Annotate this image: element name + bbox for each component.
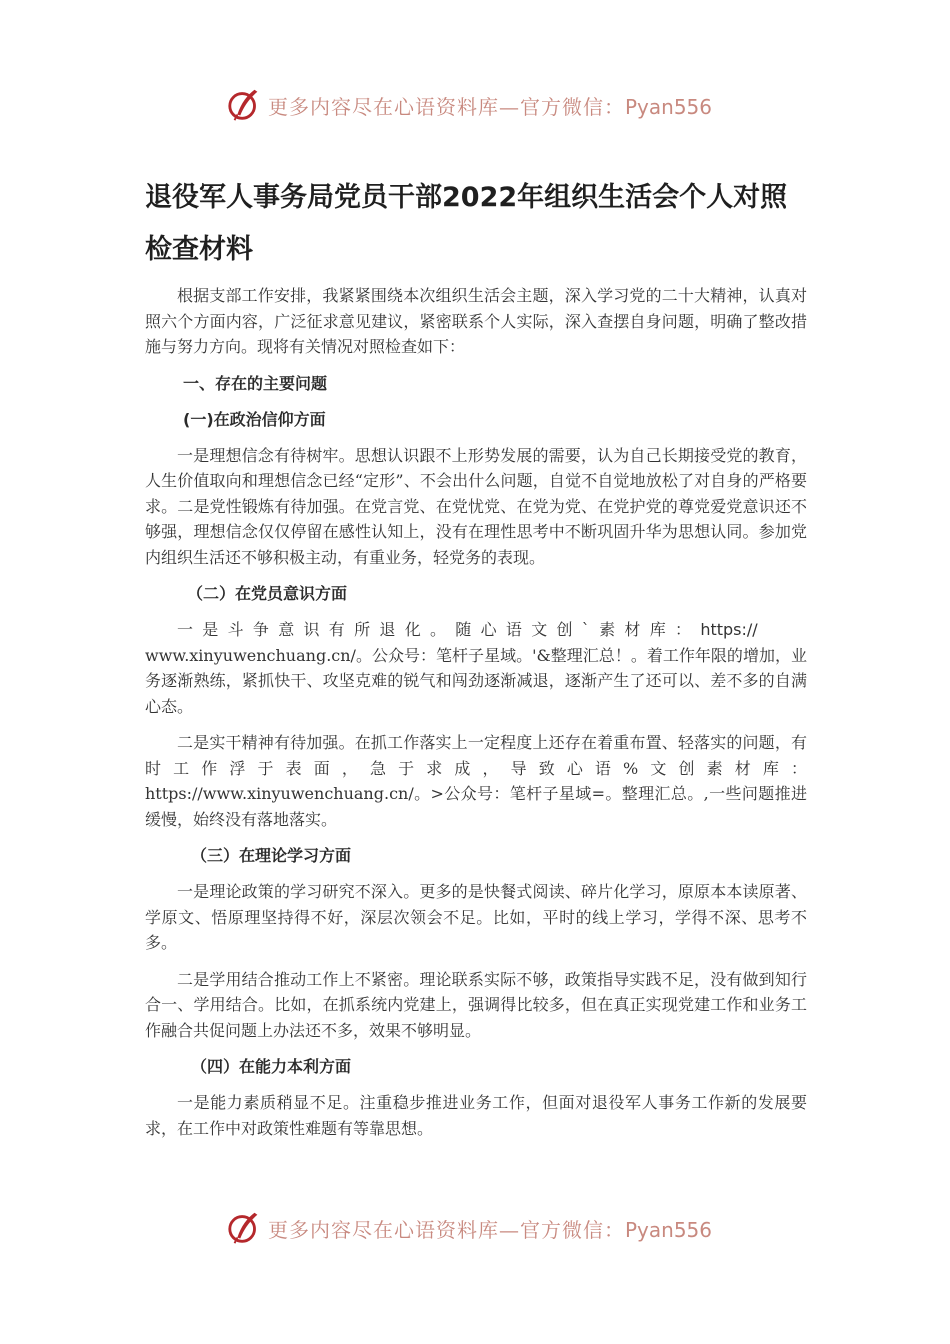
paragraph-theory-depth: 一是理论政策的学习研究不深入。更多的是快餐式阅读、碎片化学习，原原本本读原著、学原文、悟原理坚持得不好，深层次领会不足。比如，平时的线上学习，学得不深、思考不多。 [145, 882, 807, 952]
paragraph-political-belief: 一是理想信念有待树牢。思想认识跟不上形势发展的需要，认为自己长期接受党的教育，人生价值取向和理想信念已经“定形”、不会出什么问题，自觉不自觉地放松了对自身的严格要求。二是党性锻炼有待加强。在党言党、在党忧党、在党为党、在党护党的尊党爱党意识还不够强，理想信念仅仅停留在感性认知上，没有在理性思考中不断巩固升华为思想认同。参加党内组织生活还不够积极主动，有重业务，轻党务的表现。 [145, 445, 807, 567]
watermark-text: 更多内容尽在心语资料库—官方微信：Pyan556 [268, 1217, 713, 1242]
watermark-banner-top [226, 85, 746, 125]
subheading-party-awareness: （二）在党员意识方面 [187, 584, 348, 603]
subheading-political-belief: (一)在政治信仰方面 [183, 409, 326, 429]
paragraph-struggle-awareness [145, 617, 807, 719]
watermark-text: 更多内容尽在心语资料库—官方微信：Pyan556 [268, 94, 713, 119]
watermark-wechat-id: Pyan556 [625, 1217, 713, 1242]
watermark-wechat-id: Pyan556 [625, 94, 713, 119]
quill-logo-icon [226, 1209, 264, 1247]
subheading-ability: （四）在能力本利方面 [191, 1057, 352, 1076]
subheading-theory-study: （三）在理论学习方面 [191, 846, 352, 865]
paragraph-struggle-awareness-rest: www.xinyuwenchuang.cn/。公众号：笔杆子星域。'&整理汇总！。着工作年限的增加，业务逐渐熟练，紧抓快干、攻坚克难的锐气和闯劲逐渐减退，逐渐产生了还可以、差不多的自满心态。 [145, 645, 807, 716]
section-heading-problems: 一、存在的主要问题 [183, 373, 328, 393]
document-body [145, 283, 807, 1152]
paragraph-struggle-awareness-url: https:// [700, 620, 758, 639]
paragraph-practical-spirit: 二是实干精神有待加强。在抓工作落实上一定程度上还存在着重布置、轻落实的问题，有时工作浮于表面，急于求成，导致心语%文创素材库：https://www.xinyuwenchuang.cn/。>公众号：笔杆子星域=。整理汇总。,一些问题推进缓慢，始终没有落地落实。 [145, 733, 807, 829]
quill-logo-icon [226, 86, 264, 124]
paragraph-struggle-awareness-lead: 一是斗争意识有所退化。随心语文创`素材库： [177, 620, 701, 639]
watermark-banner-bottom [226, 1208, 746, 1248]
paragraph-ability: 一是能力素质稍显不足。注重稳步推进业务工作，但面对退役军人事务工作新的发展要求，在工作中对政策性难题有等靠思想。 [145, 1093, 807, 1138]
paragraph-theory-practice: 二是学用结合推动工作上不紧密。理论联系实际不够，政策指导实践不足，没有做到知行合一、学用结合。比如，在抓系统内党建上，强调得比较多，但在真正实现党建工作和业务工作融合共促问题上办法还不多，效果不够明显。 [145, 969, 807, 1040]
document-title: 退役军人事务局党员干部2022年组织生活会个人对照检查材料 [145, 182, 788, 265]
intro-paragraph: 根据支部工作安排，我紧紧围绕本次组织生活会主题，深入学习党的二十大精神，认真对照六个方面内容，广泛征求意见建议，紧密联系个人实际，深入查摆自身问题，明确了整改措施与努力方向。现将有关情况对照检查如下： [145, 286, 807, 356]
